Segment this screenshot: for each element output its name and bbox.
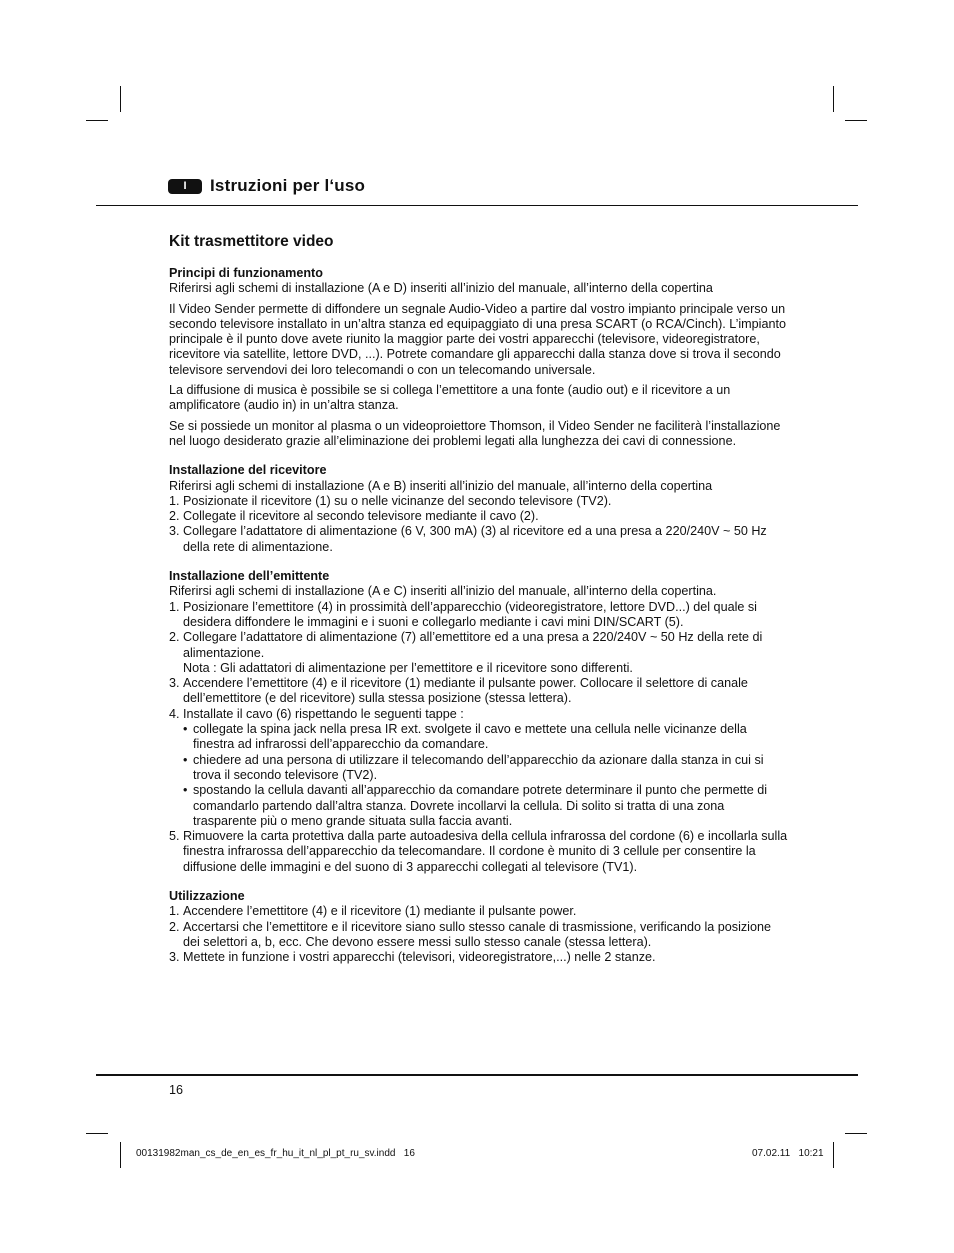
page-title: Kit trasmettitore video: [169, 233, 334, 250]
paragraph: Il Video Sender permette di diffondere un segnale Audio-Video a partire dal vostro impianto principale verso un secondo televisore installato in un’altra stanza ed equipaggiato di una presa SCART (o RCA/Cinch). L’impianto principale è il punto dove avete riunito la maggior parte dei vostri apparecchi (televisore, videoregistratore, ricevitore via satellite, lettore DVD, ...). Potrete comandare gli apparecchi dalla stanza dove si trova il secondo televisore servendovi dei loro telecomandi o con un telecomando universale.: [169, 301, 786, 377]
crop-mark: [120, 86, 121, 112]
list-item: [169, 494, 789, 509]
step-number: 1.: [169, 493, 180, 508]
page-header: [168, 176, 365, 196]
step-text: Collegare l’adattatore di alimentazione (6 V, 300 mA) (3) al ricevitore ed a una presa a 220/240V ~ 50 Hz della rete di alimentazione.: [183, 524, 767, 554]
list-item: [169, 509, 789, 524]
paragraph: La diffusione di musica è possibile se si collega l’emettitore a una fonte (audio out) e il ricevitore a un amplificatore (audio in) in un’altra stanza.: [169, 383, 731, 413]
page-number: 16: [169, 1083, 184, 1097]
language-badge: I: [168, 179, 202, 194]
step-number: 5.: [169, 829, 180, 844]
step-note: Nota : Gli adattatori di alimentazione per l’emettitore e il ricevitore sono differenti.: [183, 660, 633, 675]
section-heading: Installazione dell’emittente: [169, 569, 330, 584]
bullet-icon: •: [183, 752, 188, 767]
list-item: [169, 904, 789, 919]
step-text: Accertarsi che l’emettitore e il ricevitore siano sullo stesso canale di trasmissione, verificando la posizione dei selettori a, b, ecc. Che devono essere messi sullo stesso canale (stessa lettera).: [183, 919, 771, 949]
step-text: Collegare l’adattatore di alimentazione (7) all’emettitore ed a una presa a 220/240V ~ 50 Hz della rete di alimentazione.: [183, 630, 763, 660]
header-divider: [96, 205, 858, 206]
crop-mark: [833, 86, 834, 112]
list-item: [169, 600, 789, 631]
section-heading: Utilizzazione: [169, 888, 245, 903]
list-item: [169, 630, 789, 676]
section-intro: Riferirsi agli schemi di installazione (A e C) inseriti all’inizio del manuale, all’interno della copertina.: [169, 584, 717, 599]
print-date: 07.02.11 10:21: [752, 1148, 824, 1159]
print-file-info: 00131982man_cs_de_en_es_fr_hu_it_nl_pl_pt_ru_sv.indd 16: [136, 1148, 415, 1159]
bullet-item: [183, 722, 789, 753]
section-ricevitore: [169, 463, 789, 555]
step-text: Collegate il ricevitore al secondo televisore mediante il cavo (2).: [183, 509, 539, 524]
crop-mark: [833, 1142, 834, 1168]
section-utilizzazione: [169, 889, 789, 965]
step-text: Accendere l’emettitore (4) e il ricevitore (1) mediante il pulsante power.: [183, 904, 577, 919]
list-item: [169, 829, 789, 875]
step-number: 2.: [169, 630, 180, 645]
bullet-icon: •: [183, 783, 188, 798]
crop-mark: [845, 1133, 867, 1134]
step-number: 4.: [169, 706, 180, 721]
crop-mark: [86, 1133, 108, 1134]
steps-list: [169, 600, 789, 875]
section-intro: Riferirsi agli schemi di installazione (A e D) inseriti all’inizio del manuale, all’interno della copertina: [169, 281, 713, 296]
step-text: Installate il cavo (6) rispettando le seguenti tappe :: [183, 706, 464, 721]
bullet-item: [183, 753, 789, 784]
paragraph: Se si possiede un monitor al plasma o un videoproiettore Thomson, il Video Sender ne faciliterà l’installazione nel luogo desiderato grazie all’eliminazione dei problemi legati alla lunghezza dei cavi di connessione.: [169, 418, 781, 448]
bullet-item: [183, 783, 789, 829]
crop-mark: [845, 120, 867, 121]
step-number: 1.: [169, 599, 180, 614]
list-item: [169, 524, 789, 555]
step-number: 1.: [169, 904, 180, 919]
list-item: [169, 707, 789, 829]
section-heading: Installazione del ricevitore: [169, 463, 327, 478]
list-item: [169, 676, 789, 707]
step-number: 2.: [169, 919, 180, 934]
section-intro: Riferirsi agli schemi di installazione (A e B) inseriti all’inizio del manuale, all’interno della copertina: [169, 478, 713, 493]
crop-mark: [120, 1142, 121, 1168]
section-principi: [169, 266, 789, 449]
step-text: Accendere l’emettitore (4) e il ricevitore (1) mediante il pulsante power. Collocare il selettore di canale dell’emettitore (e del ricevitore) sulla stessa posizione (stessa lettera).: [183, 676, 748, 706]
list-item: [169, 950, 789, 965]
step-text: Mettete in funzione i vostri apparecchi (televisori, videoregistratore,...) nelle 2 stanze.: [183, 950, 656, 965]
main-content: [169, 232, 789, 979]
bullet-text: spostando la cellula davanti all’apparecchio da comandare potrete determinare il punto che permette di comandarlo partendo dall’altra stanza. Dovrete incollarvi la cellula. Di solito si tratta di una zona trasparente più o meno grande situata sulla faccia avanti.: [193, 783, 768, 828]
header-title: Istruzioni per l‘uso: [210, 176, 366, 195]
crop-mark: [86, 120, 108, 121]
section-emittente: [169, 569, 789, 875]
bullet-list: [183, 722, 789, 829]
step-number: 2.: [169, 509, 180, 524]
step-number: 3.: [169, 524, 180, 539]
section-heading: Principi di funzionamento: [169, 266, 323, 280]
step-text: Rimuovere la carta protettiva dalla parte autoadesiva della cellula infrarossa del cordone (6) e incollarla sulla finestra infrarossa dell’apparecchio da telecomandare. Il cordone è munito di 3 cellule per consentire la diffusione delle immagini e del suono di 3 apparecchi collegati al televisore (TV1).: [183, 829, 788, 874]
step-text: Posizionate il ricevitore (1) su o nelle vicinanze del secondo televisore (TV2).: [183, 493, 612, 508]
step-number: 3.: [169, 950, 180, 965]
list-item: [169, 920, 789, 951]
bullet-text: chiedere ad una persona di utilizzare il telecomando dell’apparecchio da azionare dalla stanza in cui si trova il secondo televisore (TV2).: [193, 752, 764, 782]
footer-divider: [96, 1074, 858, 1076]
step-number: 3.: [169, 676, 180, 691]
bullet-text: collegate la spina jack nella presa IR ext. svolgete il cavo e mettete una cellula nelle vicinanze della finestra ad infrarossi dell’apparecchio da comandare.: [193, 722, 747, 752]
bullet-icon: •: [183, 722, 188, 737]
steps-list: [169, 494, 789, 555]
steps-list: [169, 904, 789, 965]
step-text: Posizionare l’emettitore (4) in prossimità dell’apparecchio (videoregistratore, lettore DVD...) del quale si desidera diffondere le immagini e i suoni e collegarlo mediante i cavi mini DIN/SCART (5).: [183, 599, 757, 629]
